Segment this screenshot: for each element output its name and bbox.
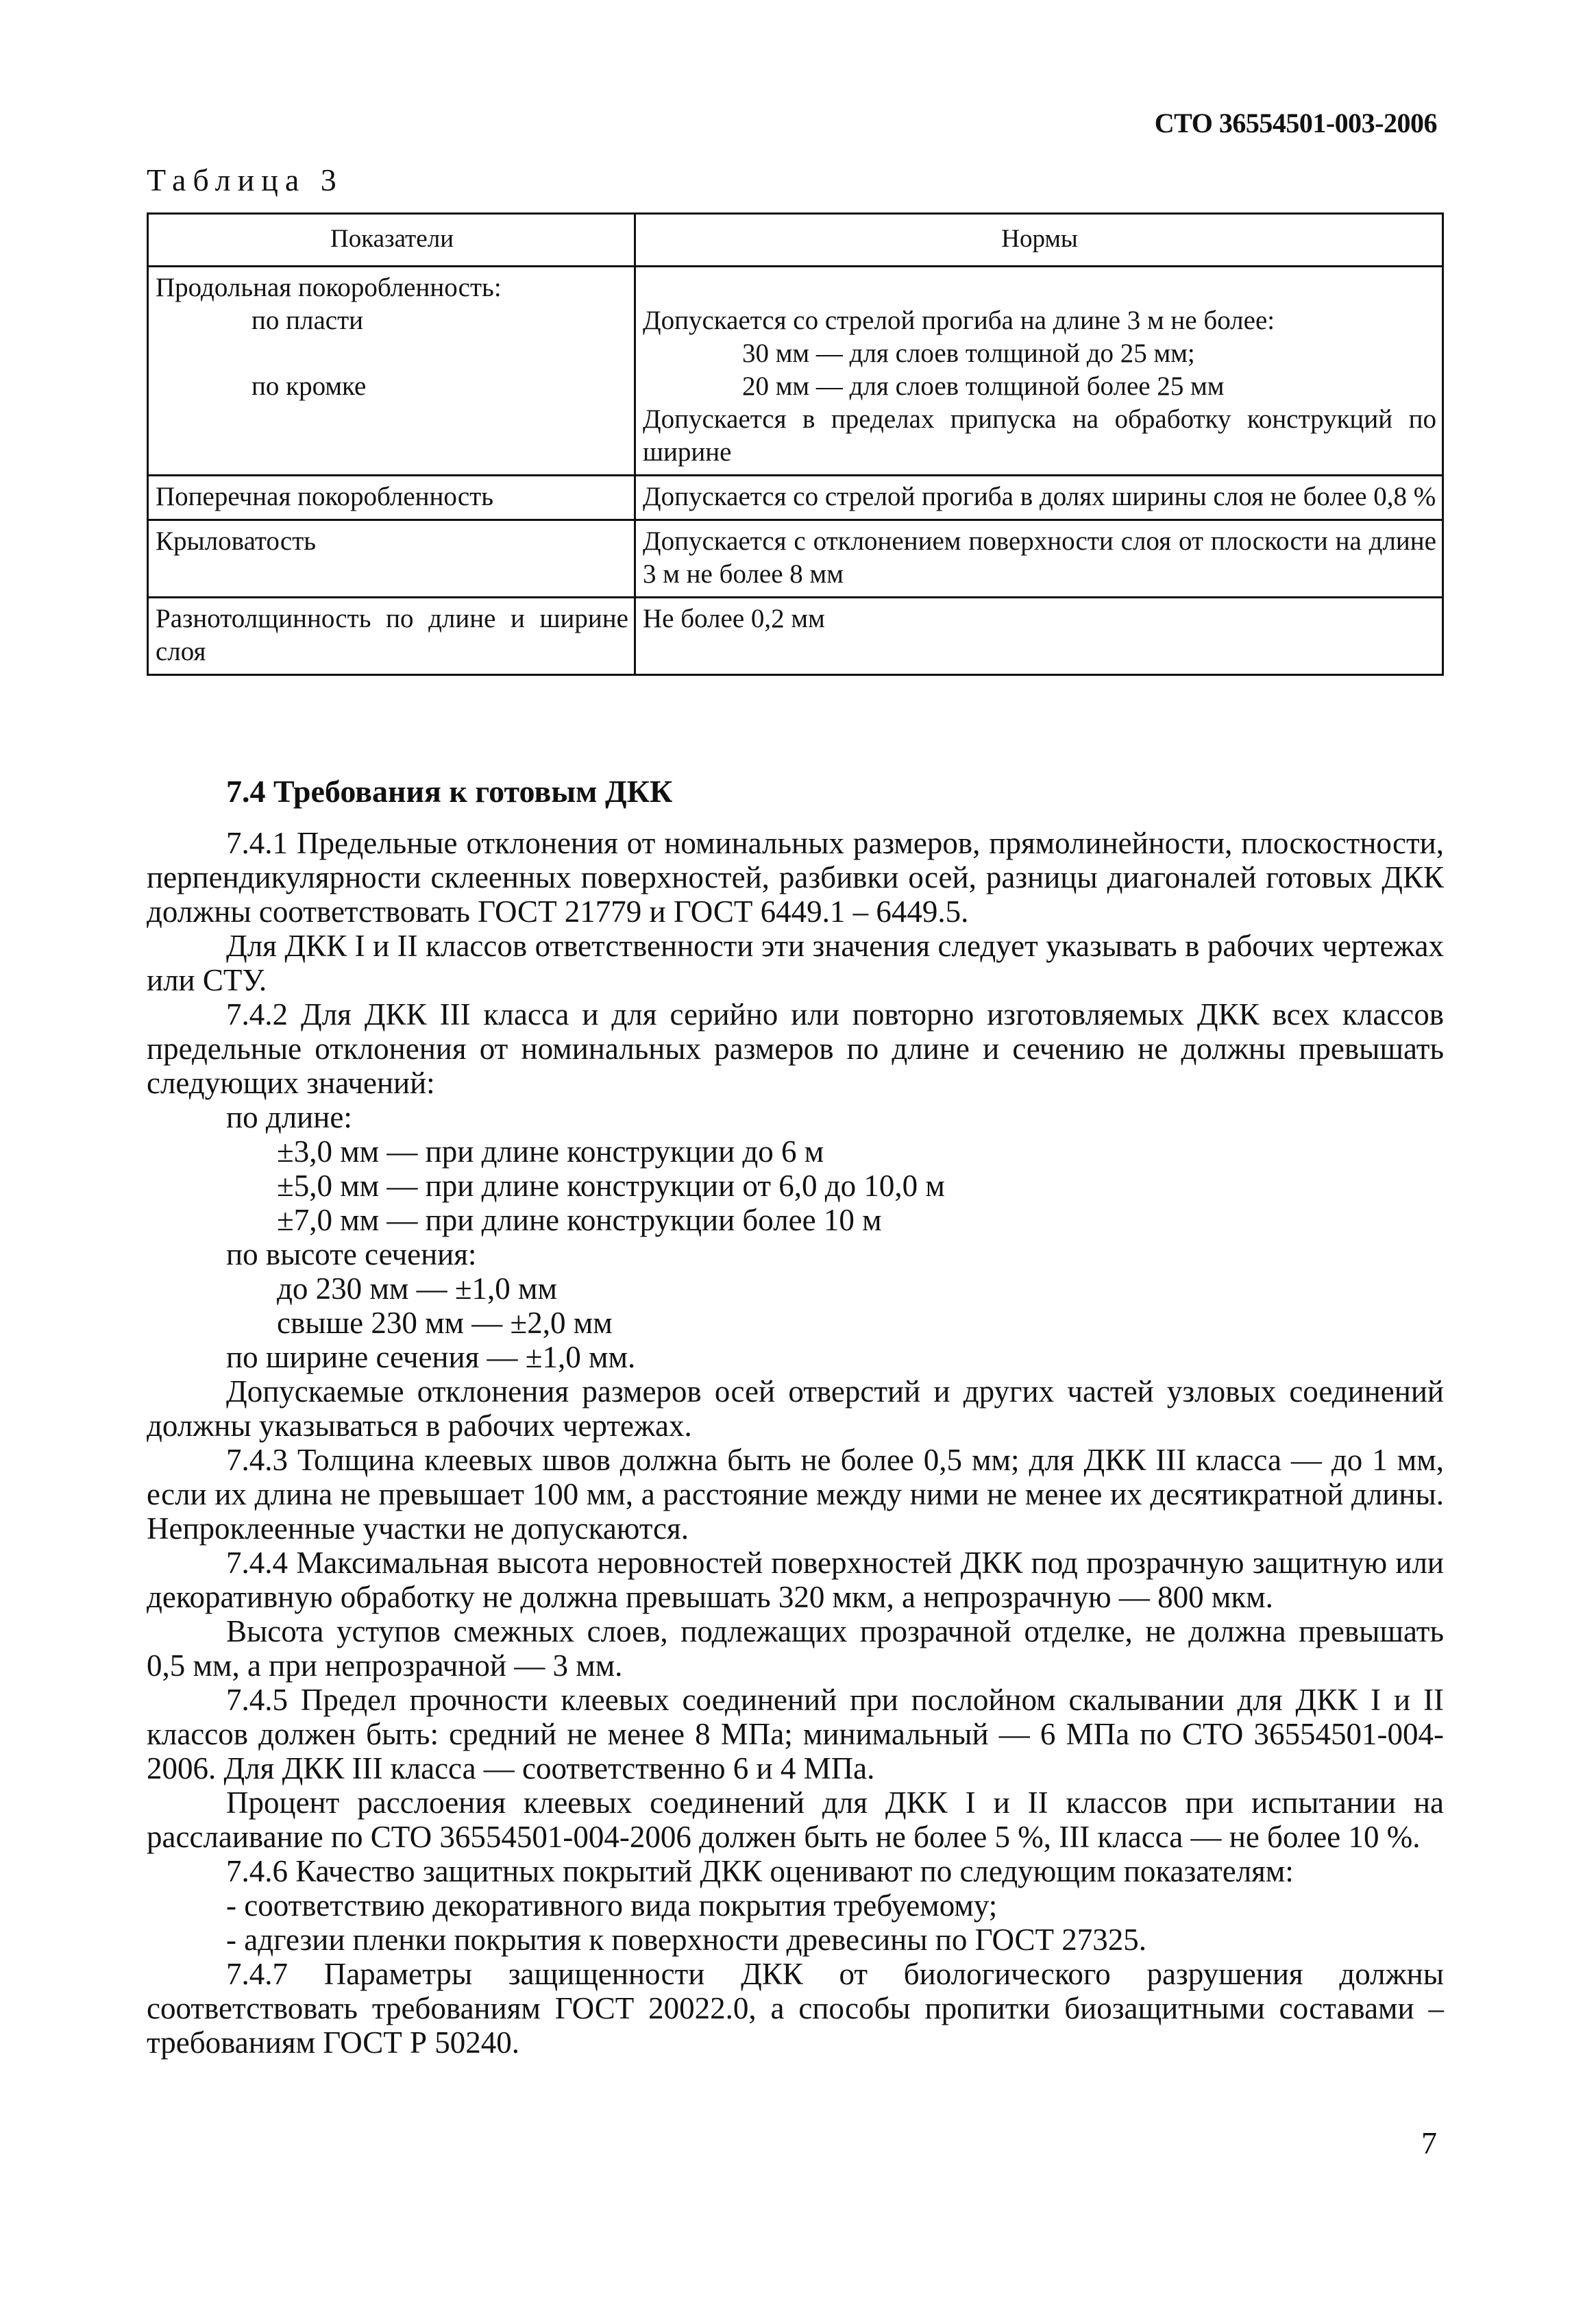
section-title: 7.4 Требования к готовым ДКК — [226, 774, 673, 809]
table-cell-indicator: Разнотолщинность по длине и ширине слоя — [148, 598, 635, 675]
list-item: ±5,0 мм — при длине конструкции от 6,0 до 10,0 м — [277, 1169, 945, 1203]
norm-subitem: 20 мм — для слоев толщиной более 25 мм — [742, 371, 1225, 401]
table-row — [148, 267, 1443, 476]
table-header-row — [148, 214, 1443, 267]
paragraph: Допускаемые отклонения размеров осей отверстий и других частей узловых соединений должны указываться в рабочих чертежах. — [147, 1374, 1444, 1443]
norm-text: Допускается в пределах припуска на обработку конструкций по ширине — [643, 404, 1436, 467]
paragraph: 7.4.2 Для ДКК III класса и для серийно или повторно изготовляемых ДКК всех классов предельные отклонения от номинальных размеров по длине и сечению не должны превышать следующих значений: — [147, 997, 1444, 1100]
table-cell-norm: Допускается с отклонением поверхности слоя от плоскости на длине 3 м не более 8 мм — [635, 520, 1443, 598]
table-cell-indicator: Крыловатость — [148, 520, 635, 598]
table-cell-indicator: Поперечная покоробленность — [148, 476, 635, 520]
list-item: до 230 мм — ±1,0 мм — [277, 1271, 557, 1306]
paragraph: 7.4.3 Толщина клеевых швов должна быть не более 0,5 мм; для ДКК III класса — до 1 мм, если их длина не превышает 100 мм, а расстояние между ними не менее их десятикратной длины. Непроклеенные участки не допускаются. — [147, 1443, 1444, 1546]
list-heading: по длине: — [226, 1100, 352, 1134]
list-item: ±3,0 мм — при длине конструкции до 6 м — [277, 1134, 824, 1169]
table-row — [148, 476, 1443, 520]
paragraph: 7.4.6 Качество защитных покрытий ДКК оценивают по следующим показателям: — [226, 1854, 1294, 1888]
paragraph: 7.4.1 Предельные отклонения от номинальных размеров, прямолинейности, плоскостности, перпендикулярности склеенных поверхностей, разбивки осей, разницы диагоналей готовых ДКК должны соответствовать ГОСТ 21779 и ГОСТ 6449.1 – 6449.5. — [147, 826, 1444, 929]
column-header-norms: Нормы — [635, 214, 1443, 267]
list-item: - соответствию декоративного вида покрытия требуемому; — [226, 1888, 998, 1923]
list-item: - адгезии пленки покрытия к поверхности древесины по ГОСТ 27325. — [226, 1923, 1147, 1957]
paragraph: 7.4.5 Предел прочности клеевых соединений при послойном скалывании для ДКК I и II классов должен быть: средний не менее 8 МПа; минимальный — 6 МПа по СТО 36554501-004-2006. Для ДКК III класса — соответственно 6 и 4 МПа. — [147, 1683, 1444, 1785]
table-row — [148, 520, 1443, 598]
indicator-text: Продольная покоробленность: — [156, 273, 502, 302]
paragraph: 7.4.4 Максимальная высота неровностей поверхностей ДКК под прозрачную защитную или декоративную обработку не должна превышать 320 мкм, а непрозрачную — 800 мкм. — [147, 1546, 1444, 1614]
list-heading: по ширине сечения — ±1,0 мм. — [226, 1340, 636, 1374]
paragraph: Процент расслоения клеевых соединений для ДКК I и II классов при испытании на расслаивание по СТО 36554501-004-2006 должен быть не более 5 %, III класса — не более 10 %. — [147, 1785, 1445, 1854]
page-number: 7 — [1421, 2125, 1437, 2160]
list-heading: по высоте сечения: — [226, 1237, 477, 1271]
table-cell-norm: Не более 0,2 мм — [635, 598, 1443, 675]
section-body — [147, 826, 1444, 2060]
table-cell-norm — [635, 267, 1443, 476]
list-item: свыше 230 мм — ±2,0 мм — [277, 1306, 613, 1340]
norm-text: Допускается со стрелой прогиба на длине 3 м не более: — [643, 306, 1275, 335]
table-cell-indicator — [148, 267, 635, 476]
paragraph: Высота уступов смежных слоев, подлежащих прозрачной отделке, не должна превышать 0,5 мм, а при непрозрачной — 3 мм. — [147, 1614, 1444, 1683]
table-cell-norm: Допускается со стрелой прогиба в долях ширины слоя не более 0,8 % — [635, 476, 1443, 520]
indicator-subitem: по пласти — [251, 306, 363, 335]
paragraph: Для ДКК I и II классов ответственности эти значения следует указывать в рабочих чертежах или СТУ. — [147, 929, 1444, 997]
column-header-indicators: Показатели — [148, 214, 635, 267]
table-caption: Таблица 3 — [147, 162, 343, 197]
norm-subitem: 30 мм — для слоев толщиной до 25 мм; — [742, 339, 1195, 368]
table-row — [148, 598, 1443, 675]
requirements-table — [147, 212, 1444, 676]
paragraph: 7.4.7 Параметры защищенности ДКК от биологического разрушения должны соответствовать требованиям ГОСТ 20022.0, а способы пропитки биозащитными составами – требованиям ГОСТ Р 50240. — [147, 1957, 1444, 2060]
list-item: ±7,0 мм — при длине конструкции более 10 м — [277, 1203, 882, 1237]
indicator-subitem: по кромке — [251, 371, 367, 401]
document-code: СТО 36554501-003-2006 — [1154, 108, 1437, 138]
